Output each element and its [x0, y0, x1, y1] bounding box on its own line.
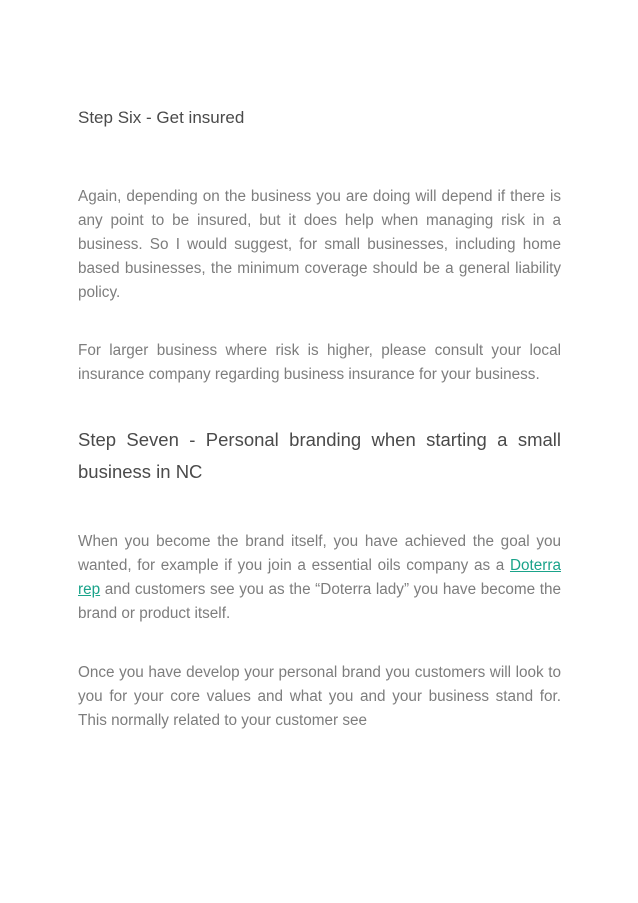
heading-step-six: Step Six - Get insured [78, 108, 245, 127]
doterra-rep-link[interactable]: Doterra rep [78, 557, 561, 598]
paragraph-branding-intro [78, 530, 561, 626]
paragraph-insurance-larger-business: For larger business where risk is higher, please consult your local insurance company regarding business insurance for your business. [78, 342, 561, 383]
paragraph-branding-intro-text-before: When you become the brand itself, you have achieved the goal you wanted, for example if you join a essential oils company as a [78, 533, 561, 574]
heading-step-seven: Step Seven - Personal branding when starting a small business in NC [78, 429, 561, 482]
paragraph-insurance-intro: Again, depending on the business you are doing will depend if there is any point to be insured, but it does help when managing risk in a business. So I would suggest, for small businesses, including home based businesses, the minimum coverage should be a general liability policy. [78, 188, 561, 301]
paragraph-branding-intro-text-after: and customers see you as the “Doterra lady” you have become the brand or product itself. [78, 581, 561, 622]
paragraph-personal-brand: Once you have develop your personal brand you customers will look to you for your core values and what you and your business stand for. This normally related to your customer see [78, 664, 561, 729]
document-content [78, 106, 561, 733]
